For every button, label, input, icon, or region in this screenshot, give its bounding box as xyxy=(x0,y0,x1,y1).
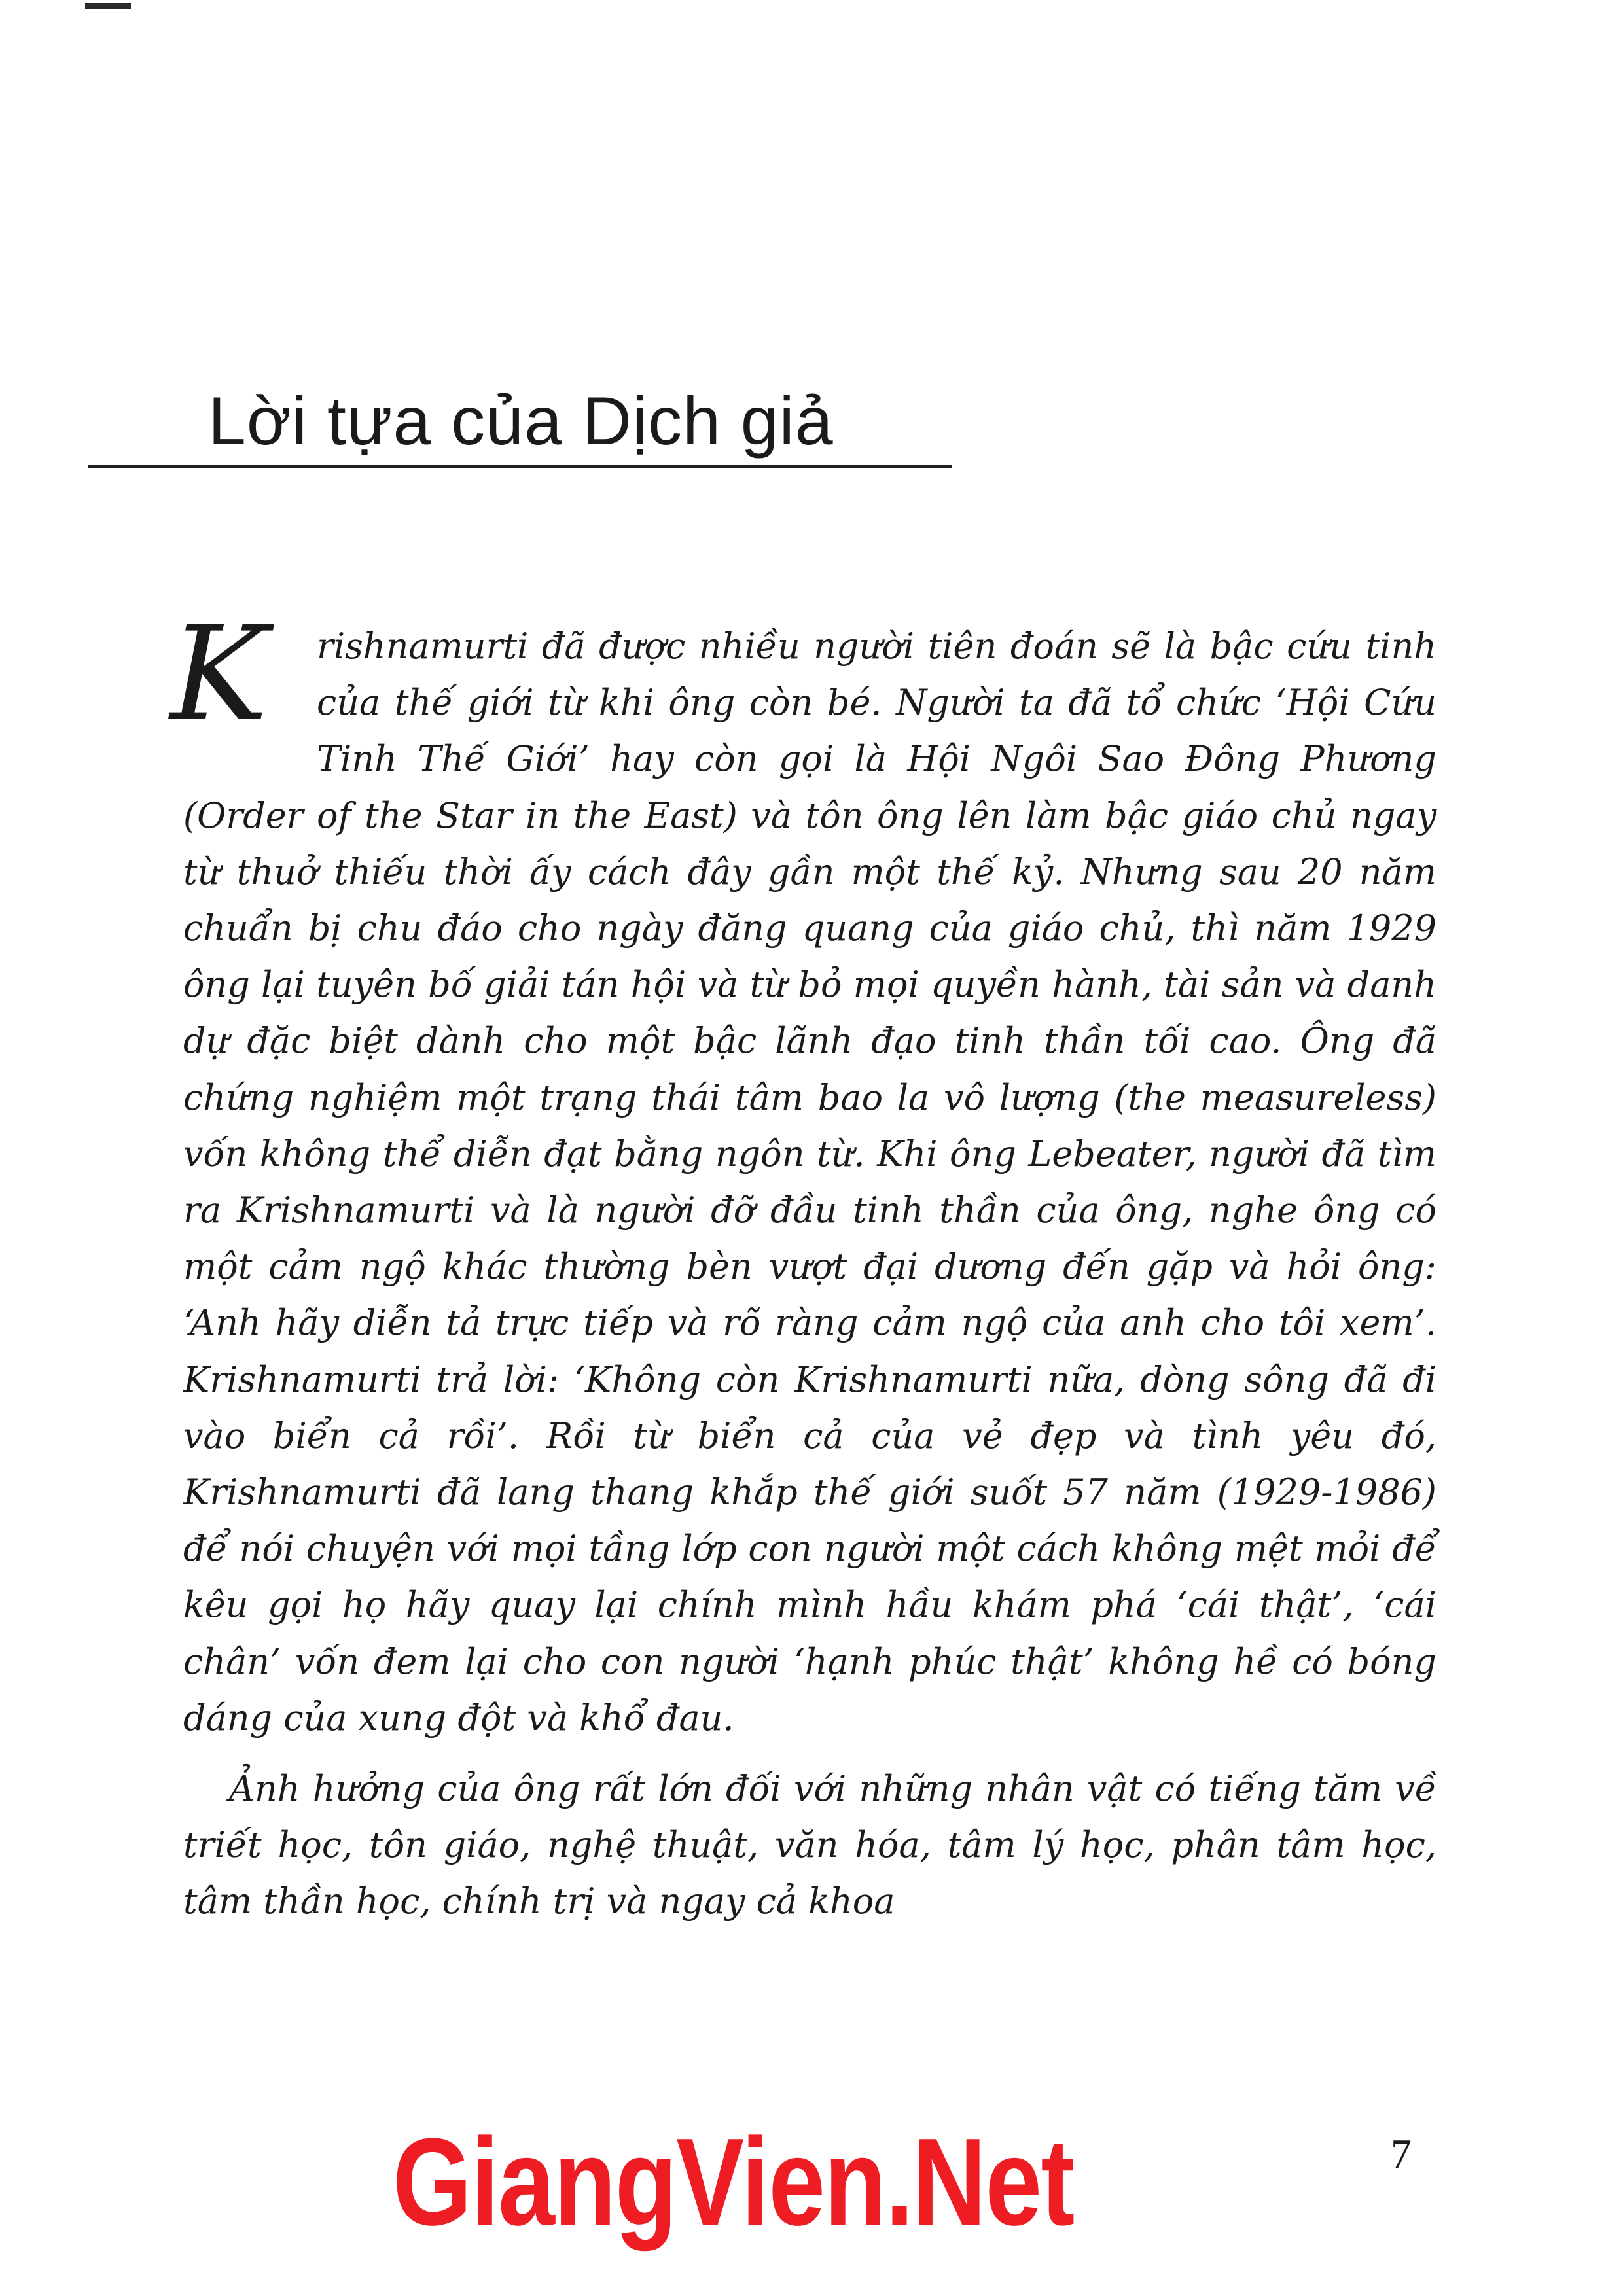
page-title: Lời tựa của Dịch giả xyxy=(208,383,834,459)
body-text xyxy=(170,598,1436,1930)
title-underline xyxy=(88,465,952,468)
paragraph-2: Ảnh hưởng của ông rất lớn đối với những nhân vật có tiếng tăm về triết học, tôn giáo, nghệ thuật, văn hóa, tâm lý học, phân tâm học, tâm thần học, chính trị và ngay cả khoa xyxy=(183,1768,1436,1922)
drop-cap: K xyxy=(170,598,268,751)
page-number: 7 xyxy=(1391,2130,1412,2177)
scan-corner-mark xyxy=(85,3,131,9)
watermark-logo: GiangVien.Net xyxy=(393,2113,1074,2252)
paragraph-1-text: rishnamurti đã được nhiều người tiên đoán sẽ là bậc cứu tinh của thế giới từ khi ông còn bé. Người ta đã tổ chức ‘Hội Cứu Tinh Thế Giới’ hay còn gọi là Hội Ngôi Sao Đông Phương (Order of the Star in the East) và tôn ông lên làm bậc giáo chủ ngay từ thuở thiếu thời ấy cách đây gần một thế kỷ. Nhưng sau 20 năm chuẩn bị chu đáo cho ngày đăng quang của giáo chủ, thì năm 1929 ông lại tuyên bố giải tán hội và từ bỏ mọi quyền hành, tài sản và danh dự đặc biệt dành cho một bậc lãnh đạo tinh thần tối cao. Ông đã chứng nghiệm một trạng thái tâm bao la vô lượng (the measureless) vốn không thể diễn đạt bằng ngôn từ. Khi ông Lebeater, người đã tìm ra Krishnamurti và là người đỡ đầu tinh thần của ông, nghe ông có một cảm ngộ khác thường bèn vượt đại dương đến gặp và hỏi ông: ‘Anh hãy diễn tả trực tiếp và rõ ràng cảm ngộ của anh cho tôi xem’. Krishnamurti trả lời: ‘Không còn Krishnamurti nữa, dòng sông đã đi vào biển cả rồi’. Rồi từ biển cả của vẻ đẹp và tình yêu đó, Krishnamurti đã lang thang khắp thế giới suốt 57 năm (1929-1986) để nói chuyện với mọi tầng lớp con người một cách không mệt mỏi để kêu gọi họ hãy quay lại chính mình hầu khám phá ‘cái thật’, ‘cái chân’ vốn đem lại cho con người ‘hạnh phúc thật’ không hề có bóng dáng của xung đột và khổ đau. xyxy=(183,626,1436,1739)
paragraph-1 xyxy=(170,598,1436,1746)
